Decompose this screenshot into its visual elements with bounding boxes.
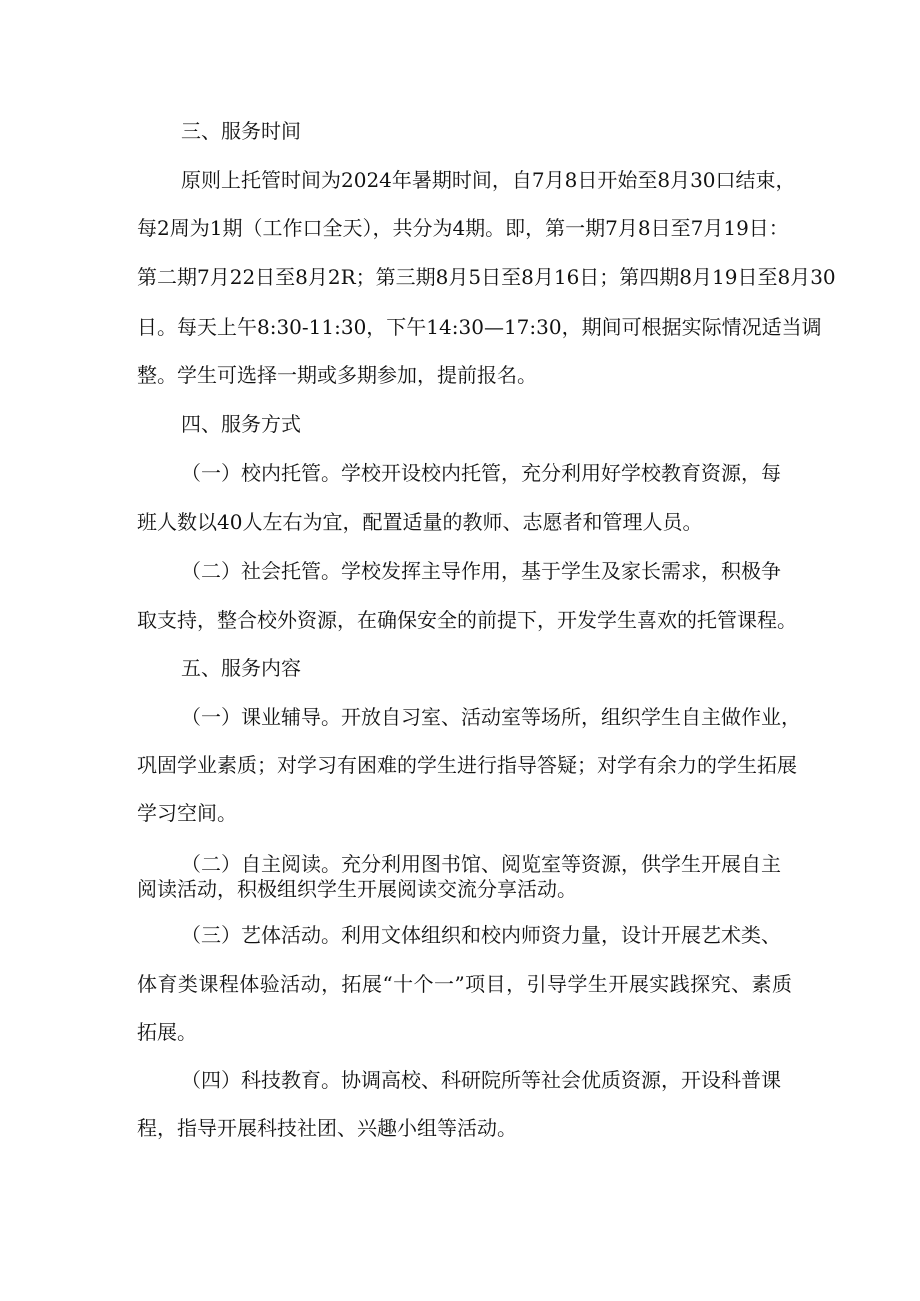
paragraph-line: 每2周为1期（工作口全天），共分为4期。即，第一期7月8日至7月19日： <box>137 216 789 240</box>
paragraph-line: 日。每天上午8:30-11:30，下午14:30—17:30，期间可根据实际情况适当调 <box>137 315 822 339</box>
paragraph-line: 程，指导开展科技社团、兴趣小组等活动。 <box>137 1116 517 1140</box>
paragraph-line: 学习空间。 <box>137 801 237 825</box>
paragraph-line: 拓展。 <box>137 1020 197 1044</box>
paragraph-line: 原则上托管时间为2024年暑期时间，自7月8日开始至8月30口结束， <box>181 168 796 192</box>
paragraph-line: （二）自主阅读。充分利用图书馆、阅览室等资源，供学生开展自主 <box>181 852 781 876</box>
paragraph-line: 巩固学业素质；对学习有困难的学生进行指导答疑；对学有余力的学生拓展 <box>137 753 797 777</box>
section-heading-service-time: 三、服务时间 <box>181 119 301 143</box>
paragraph-line: （一）课业辅导。开放自习室、活动室等场所，组织学生自主做作业， <box>181 705 801 729</box>
paragraph-line: 取支持，整合校外资源，在确保安全的前提下，开发学生喜欢的托管课程。 <box>137 608 797 632</box>
paragraph-line: （三）艺体活动。利用文体组织和校内师资力量，设计开展艺术类、 <box>181 923 781 947</box>
paragraph-line: 体育类课程体验活动，拓展“十个一”项目，引导学生开展实践探究、素质 <box>137 972 792 996</box>
paragraph-line: （四）科技教育。协调高校、科研院所等社会优质资源，开设科普课 <box>181 1068 781 1092</box>
section-heading-service-content: 五、服务内容 <box>181 656 301 680</box>
paragraph-line: （二）社会托管。学校发挥主导作用，基于学生及家长需求，积极争 <box>181 559 781 583</box>
paragraph-line: 第二期7月22日至8月2R；第三期8月5日至8月16日；第四期8月19日至8月30 <box>137 265 836 289</box>
section-heading-service-method: 四、服务方式 <box>181 412 301 436</box>
paragraph-line: 阅读活动，积极组织学生开展阅读交流分享活动。 <box>137 877 577 901</box>
paragraph-line: 班人数以40人左右为宜，配置适量的教师、志愿者和管理人员。 <box>137 510 703 534</box>
paragraph-line: 整。学生可选择一期或多期参加，提前报名。 <box>137 363 537 387</box>
paragraph-line: （一）校内托管。学校开设校内托管，充分利用好学校教育资源，每 <box>181 461 781 485</box>
